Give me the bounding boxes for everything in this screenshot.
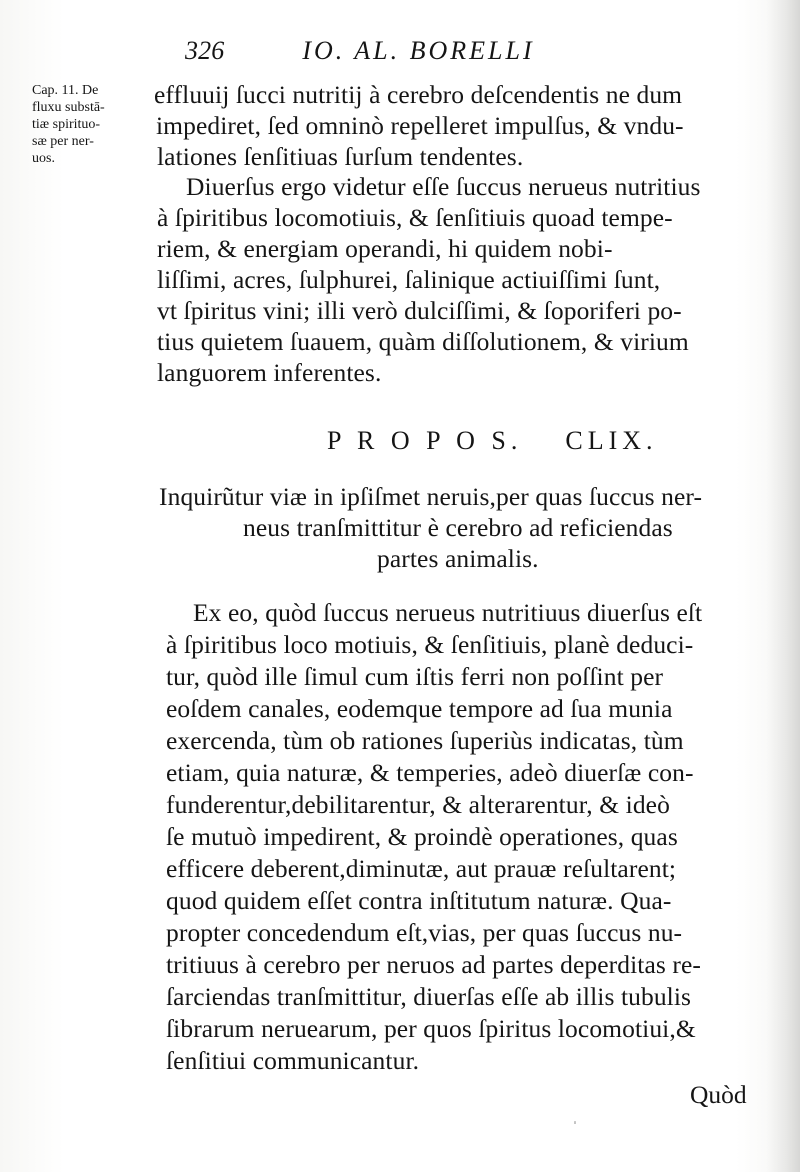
page-number: 326: [185, 36, 225, 65]
text-line: impediret, ſed omninò repelleret impulſus, & vndu-: [156, 111, 684, 140]
text-line: ſarciendas tranſmittitur, diuerſas eſſe ab illis tubulis: [166, 982, 692, 1011]
text-line: propter concedendum eſt,vias, per quas ſuccus nu-: [166, 918, 683, 947]
text-line: à ſpiritibus loco motiuis, & ſenſitiuis, planè deduci-: [166, 630, 694, 659]
text-line: effluuij ſucci nutritij à cerebro deſcendentis ne dum: [154, 80, 683, 109]
margin-note-line-5: uos.: [32, 151, 55, 166]
text-line: lationes ſenſitiuas ſurſum tendentes.: [157, 142, 524, 171]
text-line: tius quietem ſuauem, quàm diſſolutionem, & virium: [157, 327, 689, 356]
text-line: à ſpiritibus locomotiuis, & ſenſitiuis quoad tempe-: [157, 203, 673, 232]
text-line: ſenſitiui communicantur.: [166, 1046, 420, 1075]
proposition-number: CLIX.: [565, 426, 658, 455]
text-line: vt ſpiritus vini; illi verò dulciſſimi, & ſoporiferi po-: [157, 296, 682, 325]
margin-note-line-1: Cap. 11. De: [32, 83, 99, 98]
text-line: Diuerſus ergo videtur eſſe ſuccus nerueus nutritius: [186, 172, 701, 201]
text-line: quod quidem eſſet contra inſtitutum naturæ. Qua-: [166, 886, 672, 915]
text-line: funderentur,debilitarentur, & alterarentur, & ideò: [166, 790, 670, 819]
text-line: eoſdem canales, eodemque tempore ad ſua munia: [166, 694, 673, 723]
stray-ink-mark: ˌ: [572, 1104, 578, 1124]
text-line: riem, & energiam operandi, hi quidem nobi-: [157, 234, 613, 263]
page-gutter-shadow: [766, 0, 800, 1172]
margin-note-line-2: fluxu substā-: [32, 100, 105, 115]
text-line: tritiuus à cerebro per neruos ad partes deperditas re-: [166, 950, 701, 979]
text-line: languorem inferentes.: [157, 358, 382, 387]
text-line: efficere deberent,diminutæ, aut prauæ reſultarent;: [166, 854, 677, 883]
text-line: liſſimi, acres, ſulphurei, ſalinique actiuiſſimi ſunt,: [157, 265, 661, 294]
margin-note-line-3: tiæ spirituo-: [32, 117, 101, 132]
proposition-text-line: neus tranſmittitur è cerebro ad reficiendas: [243, 513, 673, 542]
text-line: etiam, quia naturæ, & temperies, adeò diuerſæ con-: [166, 758, 694, 787]
running-header: [185, 36, 535, 66]
running-header-author: IO. AL. BORELLI: [302, 36, 535, 65]
catchword: Quòd: [690, 1080, 747, 1109]
text-line: exercenda, tùm ob rationes ſuperiùs indicatas, tùm: [166, 726, 684, 755]
margin-note-line-4: sæ per ner-: [32, 134, 94, 149]
proposition-text-line: Inquirũtur viæ in ipſiſmet neruis,per quas ſuccus ner-: [159, 482, 703, 511]
text-line: tur, quòd ille ſimul cum iſtis ferri non poſſint per: [166, 662, 664, 691]
text-line: ſibrarum neruearum, per quos ſpiritus locomotiui,&: [166, 1014, 696, 1043]
proposition-label: P R O P O S.: [327, 426, 523, 455]
text-line: Ex eo, quòd ſuccus nerueus nutritiuus diuerſus eſt: [193, 598, 703, 627]
text-line: ſe mutuò impedirent, & proindè operationes, quas: [166, 822, 678, 851]
proposition-heading: [327, 426, 658, 456]
proposition-text-line: partes animalis.: [377, 544, 539, 573]
